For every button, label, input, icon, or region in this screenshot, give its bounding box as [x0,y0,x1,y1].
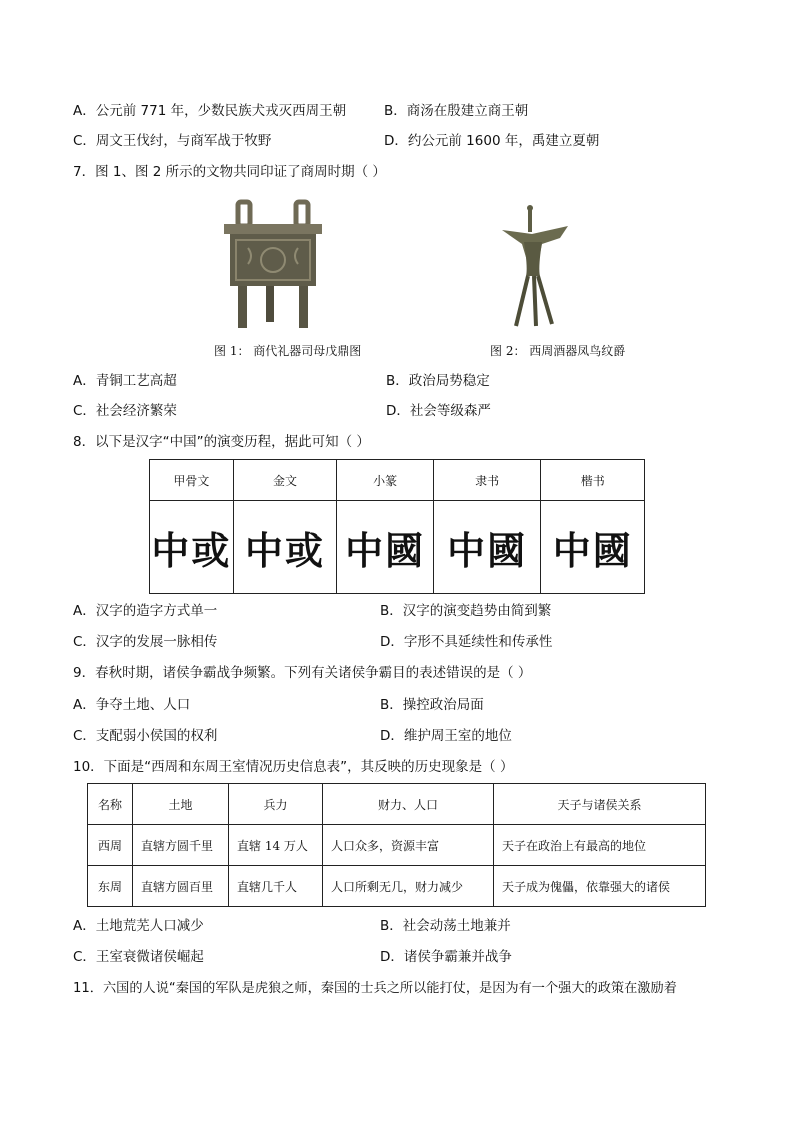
q10-option-c: C．王室衰微诸侯崛起 [73,949,204,965]
header-troops: 兵力 [229,784,323,825]
row-wealth: 人口所剩无几，财力减少 [323,866,494,907]
glyph-small-seal: 中國 [337,501,434,594]
q6-option-b: B．商汤在殷建立商王朝 [384,103,529,119]
q9-option-d: D．维护周王室的地位 [380,728,512,744]
header-name: 名称 [88,784,133,825]
q9-option-c: C．支配弱小侯国的权利 [73,728,218,744]
q9-stem: 9．春秋时期，诸侯争霸战争频繁。下列有关诸侯争霸目的表述错误的是（ ） [73,665,532,681]
glyph-bronze: 中或 [233,501,337,594]
q6-option-c: C．周文王伐纣，与商军战于牧野 [73,133,272,149]
row-troops: 直辖 14 万人 [229,825,323,866]
q11-stem: 11．六国的人说“秦国的军队是虎狼之师，秦国的士兵之所以能打仗，是因为有一个强大的政策在激励着 [73,981,677,996]
q7-option-b: B．政治局势稳定 [386,373,490,389]
jue-vessel-image [498,204,572,328]
figure-2-caption: 图 2： 西周酒器凤鸟纹爵 [490,344,626,358]
q10-option-d: D．诸侯争霸兼并战争 [380,949,512,965]
q10-option-a: A．土地荒芜人口减少 [73,918,204,934]
q8-stem: 8．以下是汉字“中国”的演变历程，据此可知（ ） [73,434,370,450]
q10-stem: 10．下面是“西周和东周王室情况历史信息表”，其反映的历史现象是（ ） [73,759,514,775]
q8-option-d: D．字形不具延续性和传承性 [380,634,553,650]
header-small-seal: 小篆 [337,460,434,501]
table-row [88,866,706,907]
q8-option-b: B．汉字的演变趋势由简到繁 [380,603,552,619]
glyph-regular: 中國 [541,501,645,594]
row-name: 西周 [88,825,133,866]
header-clerical: 隶书 [433,460,541,501]
glyph-oracle-bone: 中或 [150,501,234,594]
q6-option-d: D．约公元前 1600 年，禹建立夏朝 [384,133,600,149]
q8-option-a: A．汉字的造字方式单一 [73,603,218,619]
header-bronze: 金文 [233,460,337,501]
header-regular: 楷书 [541,460,645,501]
q10-option-b: B．社会动荡土地兼并 [380,918,511,934]
row-relation: 天子成为傀儡，依靠强大的诸侯 [494,866,706,907]
figure-1-caption: 图 1： 商代礼器司母戊鼎图 [214,344,362,358]
row-land: 直辖方圆千里 [133,825,229,866]
q8-option-c: C．汉字的发展一脉相传 [73,634,218,650]
table-row [88,825,706,866]
row-troops: 直辖几千人 [229,866,323,907]
q9-option-b: B．操控政治局面 [380,697,484,713]
header-wealth-population: 财力、人口 [323,784,494,825]
row-land: 直辖方圆百里 [133,866,229,907]
row-relation: 天子在政治上有最高的地位 [494,825,706,866]
row-name: 东周 [88,866,133,907]
header-king-lords-relation: 天子与诸侯关系 [494,784,706,825]
ding-cauldron-image [218,198,328,332]
glyph-clerical: 中國 [433,501,541,594]
q7-option-c: C．社会经济繁荣 [73,403,177,419]
row-wealth: 人口众多，资源丰富 [323,825,494,866]
header-land: 土地 [133,784,229,825]
script-evolution-table [149,459,645,594]
q7-option-a: A．青铜工艺高超 [73,373,177,389]
q9-option-a: A．争夺土地、人口 [73,697,191,713]
header-oracle-bone: 甲骨文 [150,460,234,501]
q6-option-a: A．公元前 771 年，少数民族犬戎灭西周王朝 [73,103,347,119]
q7-stem: 7．图 1、图 2 所示的文物共同印证了商周时期（ ） [73,164,386,180]
zhou-comparison-table [87,783,706,907]
q7-option-d: D．社会等级森严 [386,403,491,419]
